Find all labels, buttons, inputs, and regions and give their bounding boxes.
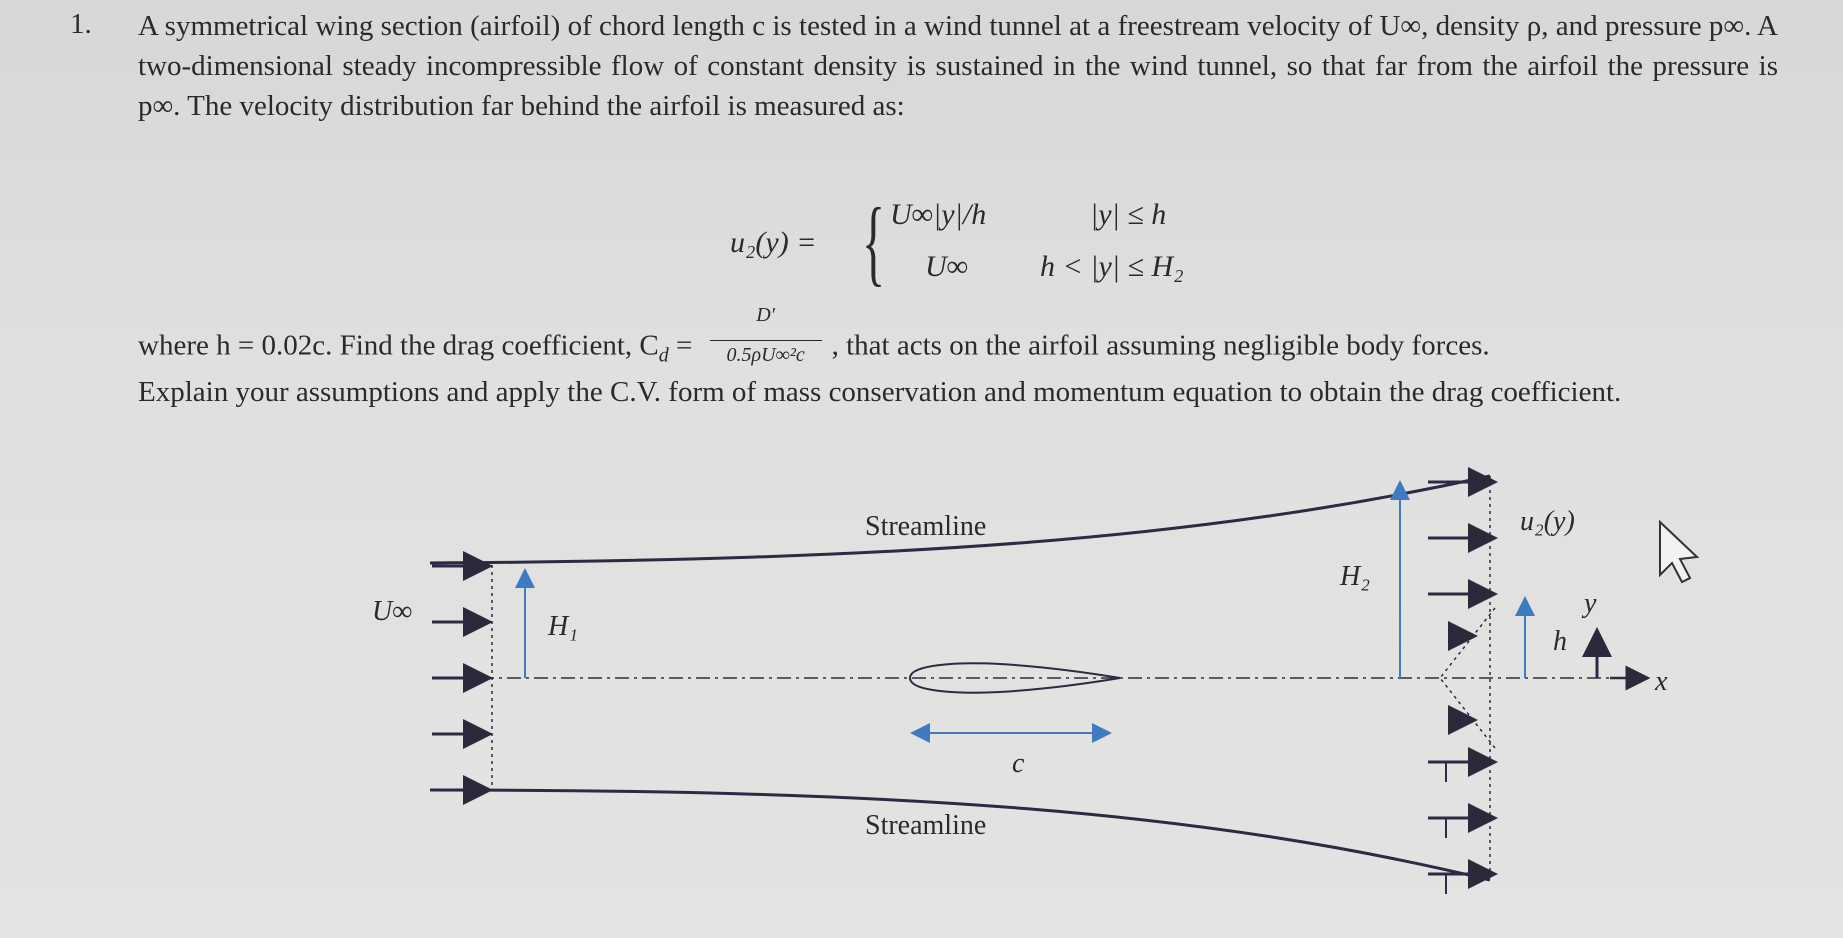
top-streamline-label: Streamline [865, 511, 987, 542]
velocity-equation [730, 188, 1290, 295]
line2-equals: = [668, 329, 700, 362]
drag-fraction [706, 304, 826, 378]
line2-text-after: , that acts on the airfoil assuming negligible body forces. [831, 329, 1490, 362]
equation-brace: { [862, 188, 886, 295]
case2-value: U∞ [925, 250, 969, 283]
h-label: h [1553, 626, 1567, 657]
problem-statement: A symmetrical wing section (airfoil) of chord length c is tested in a wind tunnel at a freestream velocity of U∞, density ρ, and pressure p∞. A two-dimensional steady incompressible flow of constant density is sustained in the wind tunnel, so that far from the airfoil the pressure is p∞. The velocity distribution far behind the airfoil is measured as: [138, 10, 1778, 122]
bottom-streamline [430, 790, 1490, 880]
question-number: 1. [70, 8, 92, 40]
line2-subscript: d [658, 344, 669, 367]
case1-value: U∞|y|/h [890, 198, 987, 231]
fraction-bar [710, 340, 822, 341]
top-streamline [430, 476, 1490, 563]
airfoil [910, 663, 1120, 692]
h1-label: H₁ [548, 611, 578, 642]
equation-lhs: u₂(y) = [730, 226, 817, 259]
u2y-label: u₂(y) [1520, 506, 1575, 537]
chord-label: c [1012, 748, 1025, 779]
fraction-denominator: 0.5ρU∞²c [726, 344, 805, 366]
case2-condition: h < |y| ≤ H₂ [1040, 250, 1184, 283]
wake-profile [1440, 608, 1495, 748]
cursor-icon [1660, 522, 1697, 582]
u-inf-label: U∞ [372, 596, 413, 627]
case1-condition: |y| ≤ h [1090, 198, 1167, 231]
fraction-numerator: D′ [756, 304, 776, 326]
instructions-text: Explain your assumptions and apply the C.V. form of mass conservation and momentum equation to obtain the drag coefficient. [138, 376, 1622, 408]
x-axis-label: x [1655, 666, 1668, 697]
drag-coefficient-line [138, 304, 1490, 378]
line2-text-before: where h = 0.02c. Find the drag coefficient, C [138, 329, 659, 362]
h2-label: H₂ [1340, 561, 1370, 592]
bottom-streamline-label: Streamline [865, 810, 987, 841]
y-axis-label: y [1584, 588, 1597, 619]
